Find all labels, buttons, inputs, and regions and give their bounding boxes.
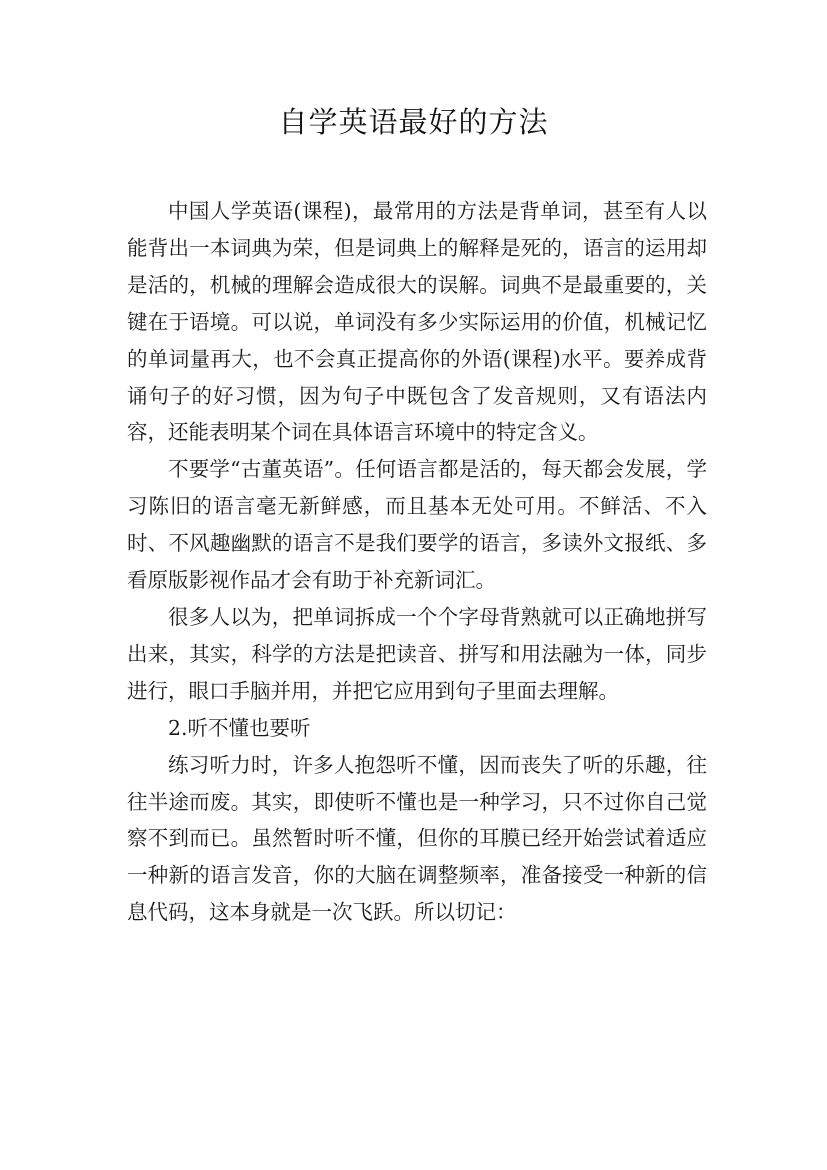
- paragraph-spelling: 很多人以为，把单词拆成一个个字母背熟就可以正确地拼写出来，其实，科学的方法是把读音、拼写和用法融为一体，同步进行，眼口手脑并用，并把它应用到句子里面去理解。: [127, 604, 707, 703]
- section-heading: 2.听不懂也要听: [168, 715, 311, 740]
- document-body: [127, 193, 707, 931]
- paragraph-listening: 练习听力时，许多人抱怨听不懂，因而丧失了听的乐趣，往往半途而废。其实，即使听不懂也是一种学习，只不过你自己觉察不到而已。虽然暂时听不懂，但你的耳膜已经开始尝试着适应一种新的语言发音，你的大脑在调整频率，准备接受一种新的信息代码，这本身就是一次飞跃。所以切记：: [127, 752, 707, 925]
- document-title: 自学英语最好的方法: [278, 105, 549, 139]
- paragraph-vocabulary: 中国人学英语(课程)，最常用的方法是背单词，甚至有人以能背出一本词典为荣，但是词典上的解释是死的，语言的运用却是活的，机械的理解会造成很大的误解。词典不是最重要的，关键在于语境。可以说，单词没有多少实际运用的价值，机械记忆的单词量再大，也不会真正提高你的外语(课程)水平。要养成背诵句子的好习惯，因为句子中既包含了发音规则，又有语法内容，还能表明某个词在具体语言环境中的特定含义。: [127, 199, 707, 445]
- paragraph-antique-english: 不要学“古董英语”。任何语言都是活的，每天都会发展，学习陈旧的语言毫无新鲜感，而且基本无处可用。不鲜活、不入时、不风趣幽默的语言不是我们要学的语言，多读外文报纸、多看原版影视作品才会有助于补充新词汇。: [127, 457, 707, 593]
